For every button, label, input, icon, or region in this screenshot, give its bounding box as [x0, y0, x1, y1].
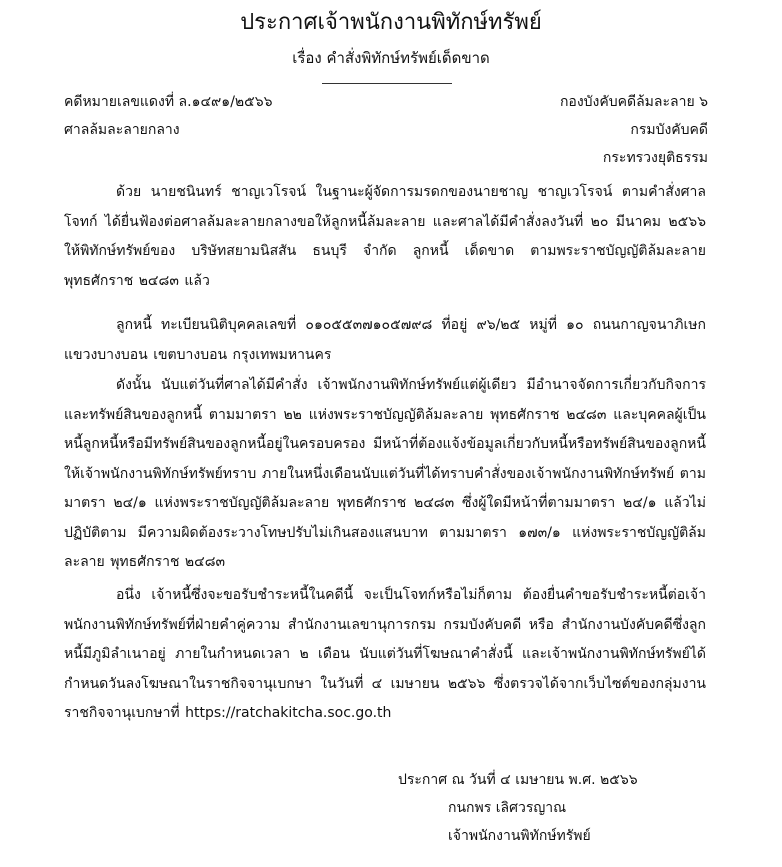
announcement-date: ประกาศ ณ วันที่ ๔ เมษายน พ.ศ. ๒๕๖๖	[398, 772, 638, 788]
division-name: กองบังคับคดีล้มละลาย ๖	[559, 94, 708, 110]
paragraph-authority: ดังนั้น นับแต่วันที่ศาลได้มีคำสั่ง เจ้าพนักงานพิทักษ์ทรัพย์แต่ผู้เดียว มีอำนาจจัดการเกี่ยวกับกิจการและทรัพย์สินของลูกหนี้ ตามมาตรา ๒๒ แห่งพระราชบัญญัติล้มละลาย พุทธศักราช ๒๔๘๓ และบุคคลผู้เป็นหนี้ลูกหนี้หรือมีทรัพย์สินของลูกหนี้อยู่ในครอบครอง มีหน้าที่ต้องแจ้งข้อมูลเกี่ยวกับหนี้หรือทรัพย์สินของลูกหนี้ให้เจ้าพนักงานพิทักษ์ทรัพย์ทราบ ภายในหนึ่งเดือนนับแต่วันที่ได้ทราบคำสั่งของเจ้าพนักงานพิทักษ์ทรัพย์ ตามมาตรา ๒๔/๑ แห่งพระราชบัญญัติล้มละลาย พุทธศักราช ๒๔๘๓ ซึ่งผู้ใดมีหน้าที่ตามมาตรา ๒๔/๑ แล้วไม่ปฏิบัติตาม มีความผิดต้องระวางโทษปรับไม่เกินสองแสนบาท ตามมาตรา ๑๗๓/๑ แห่งพระราชบัญญัติล้มละลาย พุทธศักราช ๒๔๘๓	[64, 377, 706, 570]
department-name: กรมบังคับคดี	[630, 122, 708, 138]
signatory-name: กนกพร เลิศวรญาณ	[448, 800, 567, 816]
case-number: คดีหมายเลขแดงที่ ล.๑๔๙๑/๒๕๖๖	[64, 94, 273, 110]
document-title: ประกาศเจ้าพนักงานพิทักษ์ทรัพย์	[240, 10, 542, 35]
ministry-name: กระทรวงยุติธรรม	[602, 150, 708, 166]
paragraph-debtor: ลูกหนี้ ทะเบียนนิติบุคคลเลขที่ ๐๑๐๕๕๓๗๑๐๕๗๙๘ ที่อยู่ ๙๖/๒๕ หมู่ที่ ๑๐ ถนนกาญจนาภิเษก แขวงบางบอน เขตบางบอน กรุงเทพมหานคร	[64, 317, 706, 363]
court-name: ศาลล้มละลายกลาง	[64, 122, 180, 138]
paragraph-creditors: อนึ่ง เจ้าหนี้ซึ่งจะขอรับชำระหนี้ในคดีนี้ จะเป็นโจทก์หรือไม่ก็ตาม ต้องยื่นคำขอรับชำระหนี้ต่อเจ้าพนักงานพิทักษ์ทรัพย์ที่ฝ่ายคำคู่ความ สำนักงานเลขานุการกรม กรมบังคับคดี หรือ สำนักงานบังคับคดีซึ่งลูกหนี้มีภูมิลำเนาอยู่ ภายในกำหนดเวลา ๒ เดือน นับแต่วันที่โฆษณาคำสั่งนี้ และเจ้าพนักงานพิทักษ์ทรัพย์ได้กำหนดวันลงโฆษณาในราชกิจจานุเบกษา ในวันที่ ๔ เมษายน ๒๕๖๖ ซึ่งตรวจได้จากเว็บไซต์ของกลุ่มงานราชกิจจานุเบกษาที่ https://ratchakitcha.soc.go.th	[64, 587, 706, 721]
title-divider	[322, 83, 452, 84]
paragraph-order: ด้วย นายชนินทร์ ชาญเวโรจน์ ในฐานะผู้จัดการมรดกของนายชาญ ชาญเวโรจน์ ตามคำสั่งศาล โจทก์ ได้ยื่นฟ้องต่อศาลล้มละลายกลางขอให้ลูกหนี้ล้มละลาย และศาลได้มีคำสั่งลงวันที่ ๒๐ มีนาคม ๒๕๖๖ ให้พิทักษ์ทรัพย์ของ บริษัทสยามนิสสัน ธนบุรี จำกัด ลูกหนี้ เด็ดขาด ตามพระราชบัญญัติล้มละลาย พุทธศักราช ๒๔๘๓ แล้ว	[64, 184, 706, 289]
document-subject: เรื่อง คำสั่งพิทักษ์ทรัพย์เด็ดขาด	[292, 49, 490, 67]
signatory-position: เจ้าพนักงานพิทักษ์ทรัพย์	[448, 828, 591, 844]
